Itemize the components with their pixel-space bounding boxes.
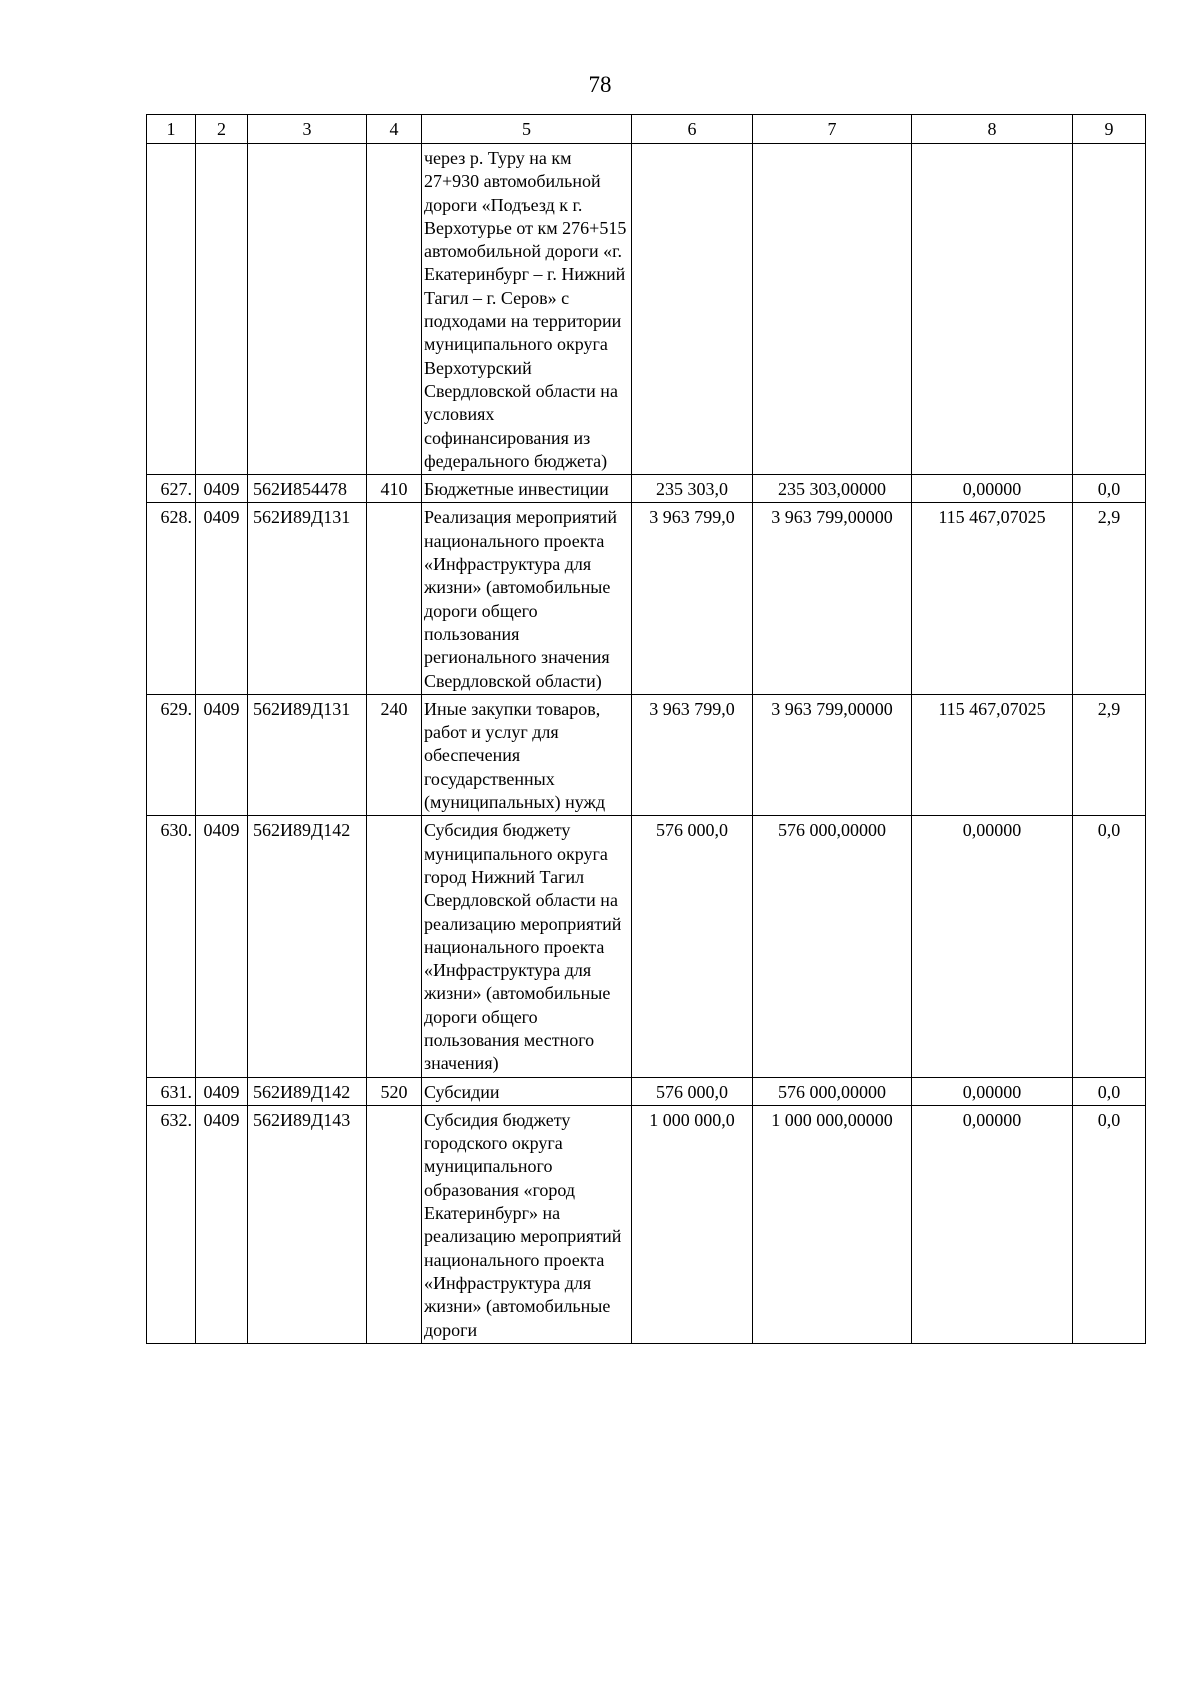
expense-type-code [367, 503, 422, 694]
percent-executed: 0,0 [1073, 816, 1146, 1077]
item-description: Субсидии [422, 1077, 632, 1105]
amount-executed: 115 467,07025 [912, 694, 1073, 815]
amount-executed [912, 144, 1073, 475]
column-header: 5 [422, 115, 632, 144]
expense-type-code: 240 [367, 694, 422, 815]
target-article-code: 562И89Д131 [248, 503, 367, 694]
target-article-code [248, 144, 367, 475]
expense-type-code [367, 816, 422, 1077]
page-number: 78 [588, 72, 612, 97]
item-description: Субсидия бюджету городского округа муниципального образования «город Екатеринбург» на реализацию мероприятий национального проекта «Инфраструктура для жизни» (автомобильные дороги [422, 1105, 632, 1343]
budget-table [146, 114, 1146, 1344]
amount-approved: 576 000,0 [632, 1077, 753, 1105]
amount-plan: 576 000,00000 [753, 816, 912, 1077]
amount-executed: 0,00000 [912, 1105, 1073, 1343]
column-header: 8 [912, 115, 1073, 144]
amount-plan: 1 000 000,00000 [753, 1105, 912, 1343]
percent-executed: 0,0 [1073, 1105, 1146, 1343]
column-header: 6 [632, 115, 753, 144]
table-row [147, 1077, 1146, 1105]
row-number: 631. [147, 1077, 196, 1105]
column-header: 9 [1073, 115, 1146, 144]
amount-approved [632, 144, 753, 475]
section-code [196, 144, 248, 475]
table-row [147, 475, 1146, 503]
table-row [147, 144, 1146, 475]
section-code: 0409 [196, 475, 248, 503]
percent-executed: 2,9 [1073, 694, 1146, 815]
item-description: Субсидия бюджету муниципального округа город Нижний Тагил Свердловской области на реализацию мероприятий национального проекта «Инфраструктура для жизни» (автомобильные дороги общего пользования местного значения) [422, 816, 632, 1077]
table-row [147, 1105, 1146, 1343]
column-header: 1 [147, 115, 196, 144]
percent-executed: 2,9 [1073, 503, 1146, 694]
row-number: 630. [147, 816, 196, 1077]
column-header: 4 [367, 115, 422, 144]
table-row [147, 503, 1146, 694]
target-article-code: 562И854478 [248, 475, 367, 503]
amount-plan: 576 000,00000 [753, 1077, 912, 1105]
table-row [147, 816, 1146, 1077]
expense-type-code [367, 1105, 422, 1343]
percent-executed: 0,0 [1073, 475, 1146, 503]
row-number [147, 144, 196, 475]
section-code: 0409 [196, 1105, 248, 1343]
amount-approved: 3 963 799,0 [632, 694, 753, 815]
row-number: 627. [147, 475, 196, 503]
column-header: 2 [196, 115, 248, 144]
item-description: Бюджетные инвестиции [422, 475, 632, 503]
expense-type-code: 410 [367, 475, 422, 503]
row-number: 628. [147, 503, 196, 694]
section-code: 0409 [196, 503, 248, 694]
percent-executed [1073, 144, 1146, 475]
expense-type-code: 520 [367, 1077, 422, 1105]
amount-executed: 0,00000 [912, 475, 1073, 503]
amount-executed: 115 467,07025 [912, 503, 1073, 694]
expense-type-code [367, 144, 422, 475]
target-article-code: 562И89Д142 [248, 816, 367, 1077]
target-article-code: 562И89Д143 [248, 1105, 367, 1343]
item-description: Иные закупки товаров, работ и услуг для обеспечения государственных (муниципальных) нужд [422, 694, 632, 815]
amount-approved: 235 303,0 [632, 475, 753, 503]
section-code: 0409 [196, 816, 248, 1077]
amount-approved: 3 963 799,0 [632, 503, 753, 694]
percent-executed: 0,0 [1073, 1077, 1146, 1105]
amount-plan: 3 963 799,00000 [753, 694, 912, 815]
amount-plan [753, 144, 912, 475]
section-code: 0409 [196, 1077, 248, 1105]
row-number: 632. [147, 1105, 196, 1343]
section-code: 0409 [196, 694, 248, 815]
target-article-code: 562И89Д142 [248, 1077, 367, 1105]
target-article-code: 562И89Д131 [248, 694, 367, 815]
amount-approved: 1 000 000,0 [632, 1105, 753, 1343]
column-header: 3 [248, 115, 367, 144]
amount-plan: 235 303,00000 [753, 475, 912, 503]
item-description: через р. Туру на км 27+930 автомобильной дороги «Подъезд к г. Верхотурье от км 276+515 автомобильной дороги «г. Екатеринбург – г. Нижний Тагил – г. Серов» с подходами на территории муниципального округа Верхотурский Свердловской области на условиях софинансирования из федерального бюджета) [422, 144, 632, 475]
amount-executed: 0,00000 [912, 816, 1073, 1077]
amount-approved: 576 000,0 [632, 816, 753, 1077]
amount-executed: 0,00000 [912, 1077, 1073, 1105]
column-header: 7 [753, 115, 912, 144]
header-row [147, 115, 1146, 144]
row-number: 629. [147, 694, 196, 815]
amount-plan: 3 963 799,00000 [753, 503, 912, 694]
item-description: Реализация мероприятий национального проекта «Инфраструктура для жизни» (автомобильные дороги общего пользования регионального значения Свердловской области) [422, 503, 632, 694]
table-row [147, 694, 1146, 815]
